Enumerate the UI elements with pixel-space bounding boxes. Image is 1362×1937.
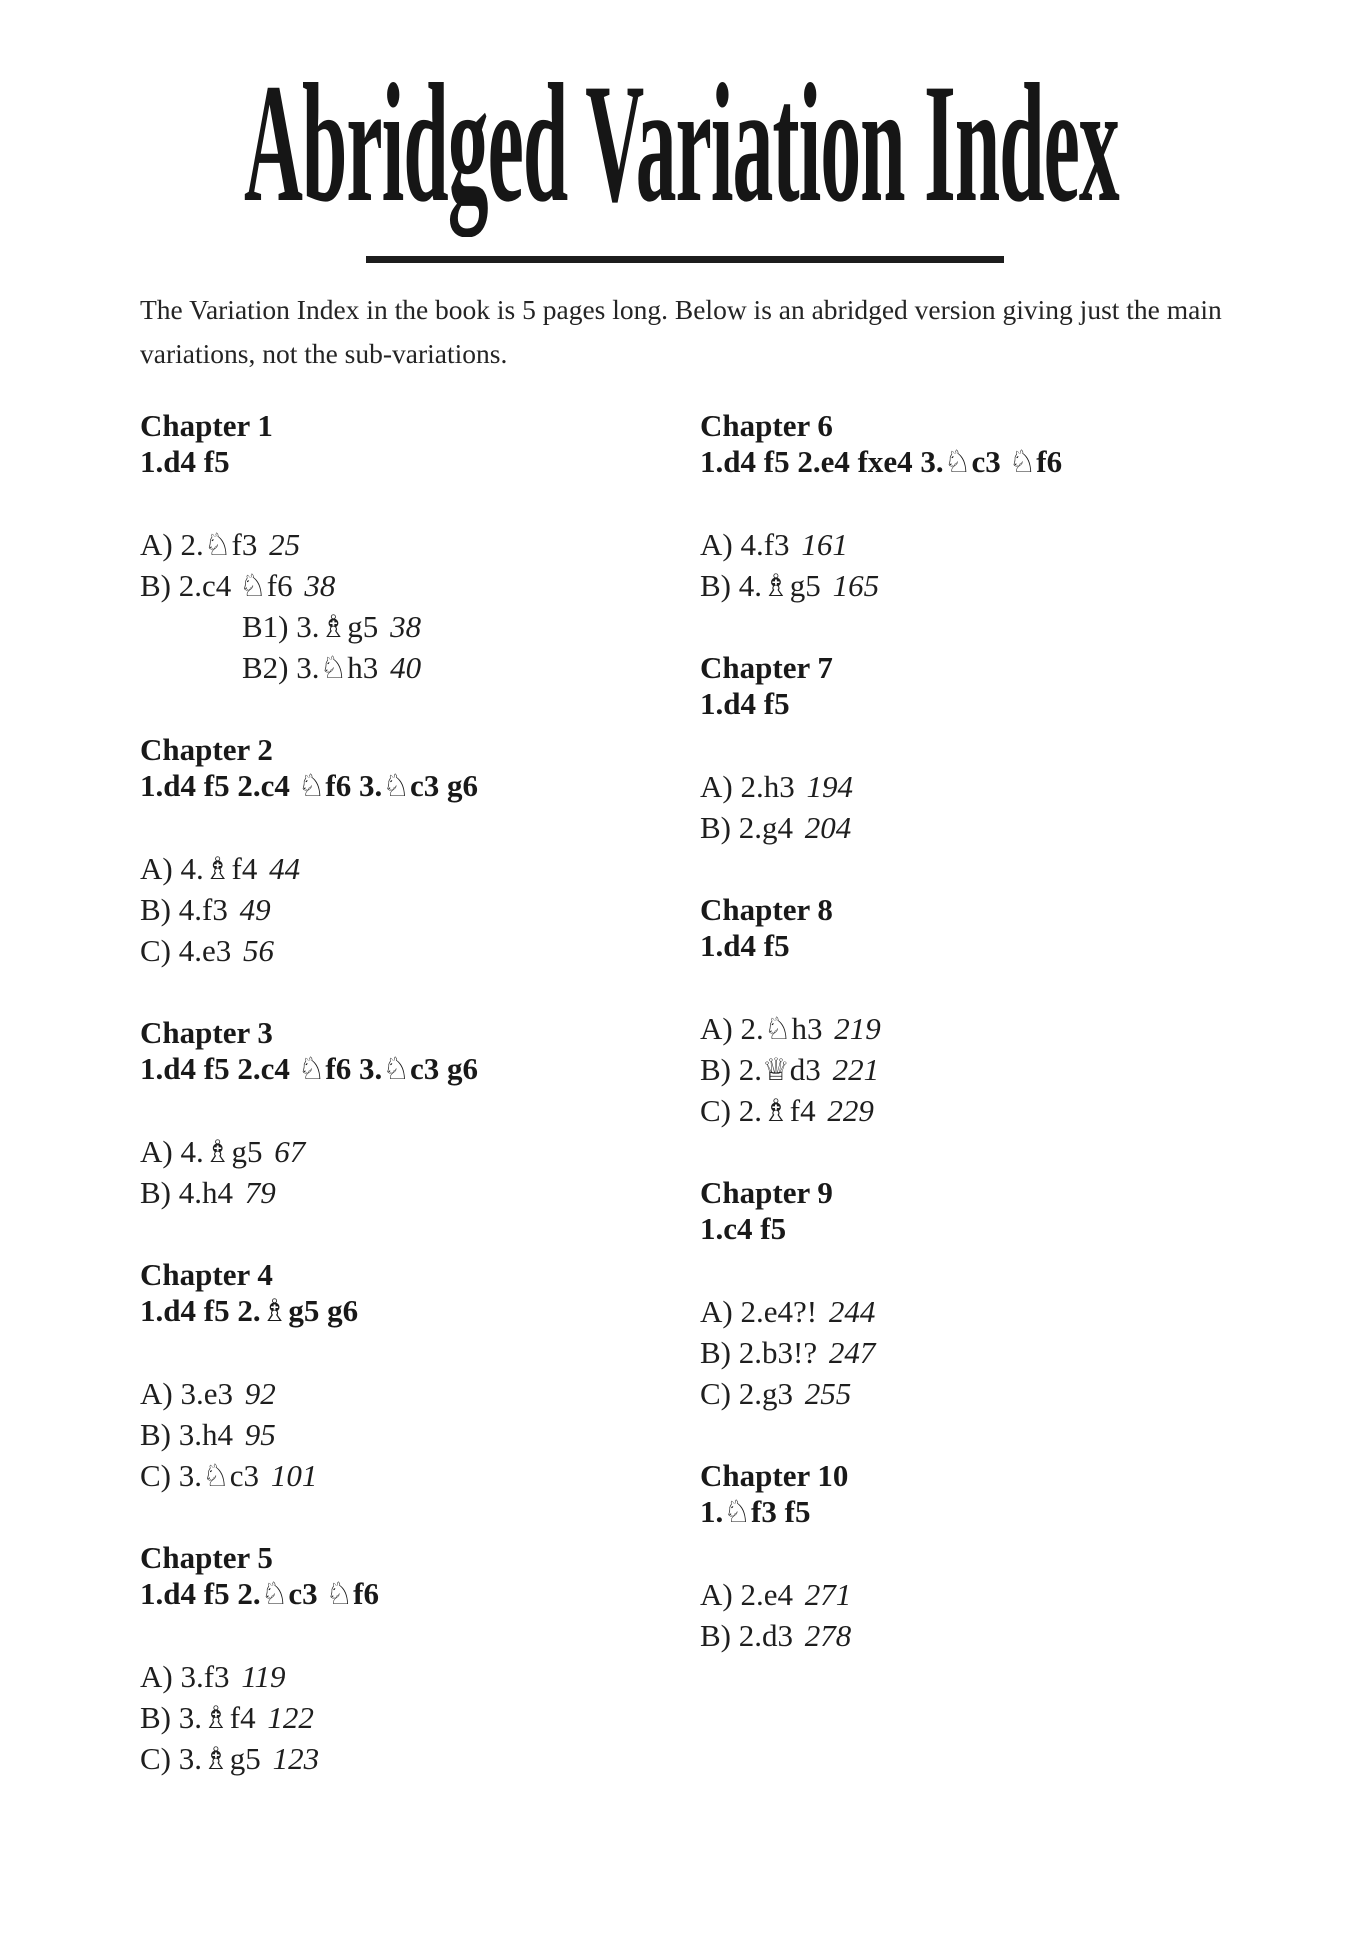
variation-list bbox=[700, 1574, 1330, 1656]
variation-move: B) 3.h4 bbox=[140, 1417, 233, 1452]
variation-move: C) 2.g3 bbox=[700, 1376, 793, 1411]
variation-line-sub bbox=[140, 647, 692, 688]
chapter-7 bbox=[700, 650, 1330, 848]
variation-line bbox=[140, 889, 692, 930]
chapter-heading bbox=[700, 650, 1330, 722]
variation-page: 40 bbox=[390, 650, 422, 685]
chapter-moves: 1.d4 f5 2.c4 ♘f6 3.♘c3 g6 bbox=[140, 768, 478, 803]
chapter-title: Chapter 9 bbox=[700, 1175, 833, 1210]
variation-line bbox=[140, 1414, 692, 1455]
variation-move: B) 2.g4 bbox=[700, 810, 793, 845]
variation-list bbox=[140, 848, 692, 971]
variation-line bbox=[700, 1049, 1330, 1090]
chapter-title: Chapter 2 bbox=[140, 732, 273, 767]
variation-line bbox=[700, 807, 1330, 848]
chapter-heading bbox=[140, 1540, 692, 1612]
variation-page: 25 bbox=[269, 527, 301, 562]
variation-move: A) 3.e3 bbox=[140, 1376, 233, 1411]
chapter-moves: 1.d4 f5 2.c4 ♘f6 3.♘c3 g6 bbox=[140, 1051, 478, 1086]
variation-move: C) 3.♗g5 bbox=[140, 1741, 261, 1776]
variation-page: 194 bbox=[806, 769, 853, 804]
variation-line bbox=[140, 1455, 692, 1496]
chapter-moves: 1.d4 f5 bbox=[700, 686, 790, 721]
variation-move: B) 2.♕d3 bbox=[700, 1052, 821, 1087]
variation-line bbox=[140, 1172, 692, 1213]
chapter-heading bbox=[700, 408, 1330, 480]
variation-line-sub bbox=[140, 606, 692, 647]
variation-page: 79 bbox=[244, 1175, 276, 1210]
chapter-title: Chapter 10 bbox=[700, 1458, 849, 1493]
chapter-1 bbox=[140, 408, 692, 688]
variation-move: A) 3.f3 bbox=[140, 1659, 230, 1694]
variation-line bbox=[700, 1332, 1330, 1373]
variation-line bbox=[140, 1738, 692, 1779]
variation-page: 161 bbox=[801, 527, 848, 562]
chapter-heading bbox=[140, 408, 692, 480]
variation-line bbox=[700, 524, 1330, 565]
variation-move: B) 4.f3 bbox=[140, 892, 228, 927]
variation-page: 92 bbox=[244, 1376, 276, 1411]
variation-list bbox=[700, 766, 1330, 848]
chapter-heading bbox=[700, 1458, 1330, 1530]
chapter-moves: 1.d4 f5 bbox=[140, 444, 230, 479]
variation-move: B) 2.d3 bbox=[700, 1618, 793, 1653]
variation-line bbox=[140, 1656, 692, 1697]
chapter-heading bbox=[700, 1175, 1330, 1247]
variation-line bbox=[140, 1131, 692, 1172]
chapter-moves: 1.d4 f5 2.♘c3 ♘f6 bbox=[140, 1576, 379, 1611]
variation-line bbox=[140, 524, 692, 565]
chapter-moves: 1.d4 f5 2.♗g5 g6 bbox=[140, 1293, 359, 1328]
variation-line bbox=[700, 1615, 1330, 1656]
variation-line bbox=[700, 1373, 1330, 1414]
variation-page: 56 bbox=[243, 933, 275, 968]
chapter-8 bbox=[700, 892, 1330, 1131]
chapter-heading bbox=[140, 1015, 692, 1087]
variation-page: 38 bbox=[304, 568, 336, 603]
variation-move: A) 4.♗f4 bbox=[140, 851, 258, 886]
chapter-title: Chapter 5 bbox=[140, 1540, 273, 1575]
variation-line bbox=[140, 1697, 692, 1738]
chapter-moves: 1.♘f3 f5 bbox=[700, 1494, 811, 1529]
variation-move: A) 2.♘f3 bbox=[140, 527, 258, 562]
column-right bbox=[700, 408, 1330, 1700]
variation-move: B2) 3.♘h3 bbox=[242, 650, 379, 685]
chapter-9 bbox=[700, 1175, 1330, 1414]
variation-line bbox=[140, 565, 692, 606]
variation-page: 67 bbox=[274, 1134, 306, 1169]
chapter-title: Chapter 3 bbox=[140, 1015, 273, 1050]
variation-list bbox=[700, 1291, 1330, 1414]
variation-page: 122 bbox=[267, 1700, 314, 1735]
page-title: Abridged Variation Index bbox=[244, 49, 1119, 237]
chapter-title: Chapter 6 bbox=[700, 408, 833, 443]
variation-move: B) 4.♗g5 bbox=[700, 568, 821, 603]
variation-move: A) 4.♗g5 bbox=[140, 1134, 263, 1169]
variation-move: B) 2.c4 ♘f6 bbox=[140, 568, 293, 603]
variation-move: B) 2.b3!? bbox=[700, 1335, 818, 1370]
variation-list bbox=[700, 524, 1330, 606]
variation-page: 204 bbox=[804, 810, 852, 845]
chapter-4 bbox=[140, 1257, 692, 1496]
variation-line bbox=[140, 848, 692, 889]
variation-line bbox=[700, 1574, 1330, 1615]
variation-page: 255 bbox=[804, 1376, 852, 1411]
chapter-2 bbox=[140, 732, 692, 971]
page-title-wrap bbox=[244, 49, 1119, 248]
chapter-3 bbox=[140, 1015, 692, 1213]
variation-move: B) 3.♗f4 bbox=[140, 1700, 256, 1735]
variation-move: C) 3.♘c3 bbox=[140, 1458, 260, 1493]
chapter-title: Chapter 8 bbox=[700, 892, 833, 927]
chapter-6 bbox=[700, 408, 1330, 606]
variation-move: A) 2.e4?! bbox=[700, 1294, 818, 1329]
variation-move: C) 4.e3 bbox=[140, 933, 232, 968]
variation-page: 247 bbox=[828, 1335, 876, 1370]
variation-page: 229 bbox=[827, 1093, 874, 1128]
variation-page: 119 bbox=[241, 1659, 286, 1694]
variation-line bbox=[140, 1373, 692, 1414]
variation-list bbox=[140, 1656, 692, 1779]
variation-page: 165 bbox=[832, 568, 880, 603]
variation-list bbox=[700, 1008, 1330, 1131]
intro-paragraph: The Variation Index in the book is 5 pages long. Below is an abridged version giving just the main variations, not the sub-variations. bbox=[140, 294, 1222, 369]
variation-line bbox=[700, 1291, 1330, 1332]
variation-line bbox=[700, 1090, 1330, 1131]
variation-page: 271 bbox=[804, 1577, 852, 1612]
variation-page: 221 bbox=[832, 1052, 880, 1087]
chapter-moves: 1.d4 f5 2.e4 fxe4 3.♘c3 ♘f6 bbox=[700, 444, 1063, 479]
chapter-heading bbox=[700, 892, 1330, 964]
variation-page: 44 bbox=[269, 851, 301, 886]
variation-page: 123 bbox=[272, 1741, 320, 1776]
column-left bbox=[140, 408, 692, 1823]
chapter-title: Chapter 1 bbox=[140, 408, 273, 443]
variation-move: A) 4.f3 bbox=[700, 527, 790, 562]
chapter-10 bbox=[700, 1458, 1330, 1656]
chapter-heading bbox=[140, 1257, 692, 1329]
variation-move: A) 2.h3 bbox=[700, 769, 795, 804]
variation-line bbox=[140, 930, 692, 971]
variation-move: B) 4.h4 bbox=[140, 1175, 233, 1210]
chapter-moves: 1.d4 f5 bbox=[700, 928, 790, 963]
variation-move: C) 2.♗f4 bbox=[700, 1093, 816, 1128]
variation-line bbox=[700, 766, 1330, 807]
variation-line bbox=[700, 1008, 1330, 1049]
variation-page: 101 bbox=[270, 1458, 318, 1493]
variation-line bbox=[700, 565, 1330, 606]
chapter-title: Chapter 4 bbox=[140, 1257, 273, 1292]
variation-move: A) 2.e4 bbox=[700, 1577, 793, 1612]
variation-page: 244 bbox=[828, 1294, 876, 1329]
variation-list bbox=[140, 1131, 692, 1213]
variation-move: A) 2.♘h3 bbox=[700, 1011, 823, 1046]
title-divider-rule bbox=[366, 256, 1004, 263]
chapter-heading bbox=[140, 732, 692, 804]
variation-list bbox=[140, 524, 692, 688]
chapter-5 bbox=[140, 1540, 692, 1779]
variation-page: 95 bbox=[244, 1417, 276, 1452]
variation-page: 278 bbox=[804, 1618, 852, 1653]
variation-page: 49 bbox=[239, 892, 271, 927]
variation-page: 38 bbox=[390, 609, 422, 644]
variation-move: B1) 3.♗g5 bbox=[242, 609, 379, 644]
chapter-moves: 1.c4 f5 bbox=[700, 1211, 787, 1246]
variation-page: 219 bbox=[834, 1011, 881, 1046]
variation-list bbox=[140, 1373, 692, 1496]
chapter-title: Chapter 7 bbox=[700, 650, 833, 685]
